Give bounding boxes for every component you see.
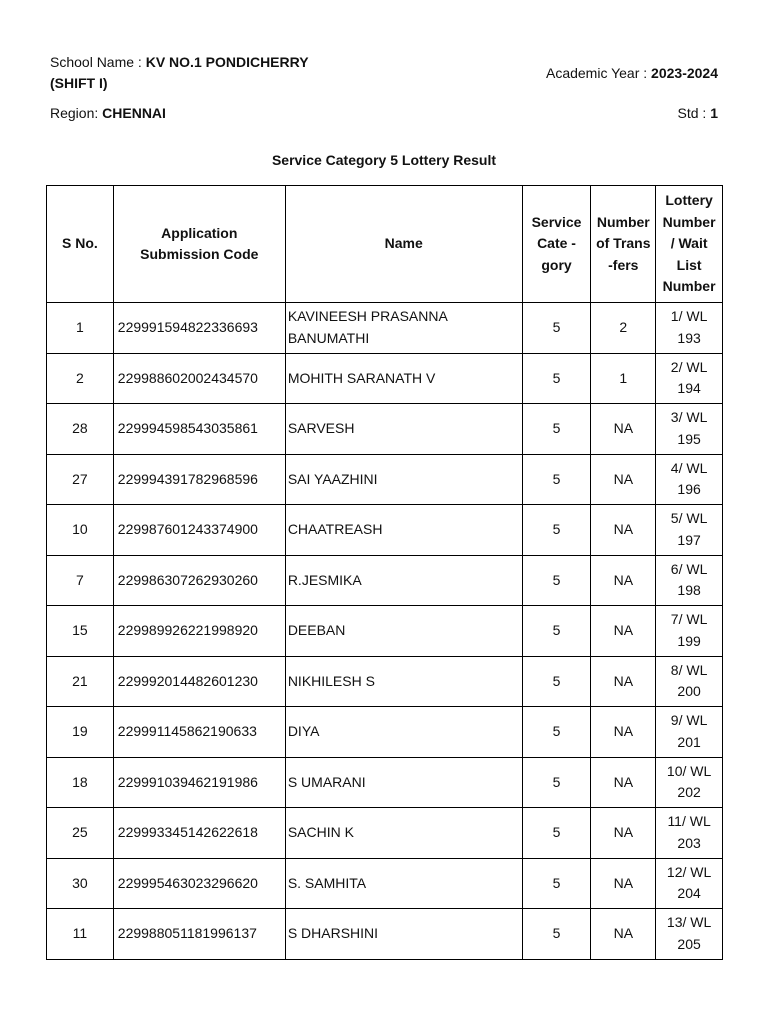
cell-lottery-number xyxy=(656,555,723,606)
cell-lottery-line: 202 xyxy=(677,784,701,801)
cell-application-code: 229991039462191986 xyxy=(113,757,285,808)
cell-lottery-line: 8/ WL xyxy=(670,661,708,678)
cell-sno: 27 xyxy=(47,454,114,505)
cell-sno: 30 xyxy=(47,858,114,909)
page-title: Service Category 5 Lottery Result xyxy=(271,152,497,168)
cell-application-code: 229987601243374900 xyxy=(113,505,285,556)
cell-lottery-line: 200 xyxy=(677,683,701,700)
table-row xyxy=(47,303,723,354)
cell-sno: 28 xyxy=(47,404,114,455)
table-row xyxy=(47,555,723,606)
column-header-line: Service xyxy=(531,213,582,230)
column-header-line: Lottery xyxy=(665,192,713,209)
cell-lottery-number xyxy=(656,656,723,707)
column-header-line: Number xyxy=(662,278,716,295)
table-row xyxy=(47,757,723,808)
column-header-service-category xyxy=(522,186,591,303)
cell-lottery-number xyxy=(656,353,723,404)
cell-name-line: S DHARSHINI xyxy=(287,925,379,941)
cell-sno: 21 xyxy=(47,656,114,707)
cell-service-category: 5 xyxy=(522,858,591,909)
column-header-line: Cate - xyxy=(537,235,576,252)
column-header-line: -fers xyxy=(608,256,639,273)
cell-sno: 25 xyxy=(47,808,114,859)
table-body xyxy=(47,303,723,960)
cell-sno: 19 xyxy=(47,707,114,758)
cell-service-category: 5 xyxy=(522,707,591,758)
cell-lottery-number xyxy=(656,505,723,556)
column-header-application-code xyxy=(113,186,285,303)
column-header-line: Application xyxy=(161,224,238,241)
cell-lottery-line: 3/ WL xyxy=(670,409,708,426)
column-header-line: Submission Code xyxy=(140,246,259,262)
cell-service-category: 5 xyxy=(522,656,591,707)
cell-lottery-number xyxy=(656,606,723,657)
cell-lottery-number xyxy=(656,707,723,758)
cell-lottery-line: 203 xyxy=(677,834,701,851)
column-header-line: of Trans xyxy=(596,235,651,252)
cell-name xyxy=(285,656,522,707)
cell-transfers: NA xyxy=(591,707,656,758)
region-label: Region: xyxy=(50,105,103,121)
cell-transfers: NA xyxy=(591,555,656,606)
cell-lottery-line: 11/ WL xyxy=(667,813,711,830)
cell-service-category: 5 xyxy=(522,353,591,404)
table-row xyxy=(47,353,723,404)
cell-lottery-line: 9/ WL xyxy=(670,712,708,729)
cell-lottery-line: 5/ WL xyxy=(670,510,708,527)
cell-lottery-number xyxy=(656,757,723,808)
cell-transfers: NA xyxy=(591,757,656,808)
cell-service-category: 5 xyxy=(522,808,591,859)
cell-service-category: 5 xyxy=(522,454,591,505)
table-row xyxy=(47,858,723,909)
cell-transfers: NA xyxy=(591,858,656,909)
cell-service-category: 5 xyxy=(522,555,591,606)
year-value: 2023-2024 xyxy=(651,65,718,81)
table-row xyxy=(47,404,723,455)
region xyxy=(50,103,166,124)
cell-transfers: NA xyxy=(591,505,656,556)
cell-application-code: 229991145862190633 xyxy=(113,707,285,758)
cell-sno: 18 xyxy=(47,757,114,808)
cell-lottery-line: 197 xyxy=(677,531,701,548)
cell-transfers: 1 xyxy=(591,353,656,404)
cell-name xyxy=(285,757,522,808)
cell-name-line: S. SAMHITA xyxy=(287,874,367,891)
cell-application-code: 229986307262930260 xyxy=(113,555,285,606)
cell-name xyxy=(285,858,522,909)
cell-name-line: SARVESH xyxy=(287,420,355,436)
cell-service-category: 5 xyxy=(522,606,591,657)
cell-lottery-line: 12/ WL xyxy=(666,863,712,880)
cell-application-code: 229994391782968596 xyxy=(113,454,285,505)
cell-lottery-line: 198 xyxy=(677,582,701,599)
cell-application-code: 229994598543035861 xyxy=(113,404,285,455)
cell-transfers: NA xyxy=(591,808,656,859)
cell-sno: 7 xyxy=(47,555,114,606)
table-row xyxy=(47,707,723,758)
column-header-transfers xyxy=(591,186,656,303)
cell-sno: 2 xyxy=(47,353,114,404)
school-label: School Name : xyxy=(50,54,146,70)
column-header-line: Name xyxy=(384,235,423,252)
school-shift: (SHIFT I) xyxy=(50,75,108,91)
cell-lottery-line: 10/ WL xyxy=(666,762,712,779)
column-header-line: gory xyxy=(541,256,572,273)
cell-application-code: 229988602002434570 xyxy=(113,353,285,404)
school-name: KV NO.1 PONDICHERRY xyxy=(145,54,309,70)
academic-year xyxy=(546,63,718,84)
cell-name-line: SACHIN K xyxy=(287,824,354,840)
cell-name xyxy=(285,505,522,556)
std xyxy=(678,103,718,124)
cell-name xyxy=(285,555,522,606)
table-row xyxy=(47,606,723,657)
cell-application-code: 229991594822336693 xyxy=(113,303,285,354)
std-value: 1 xyxy=(710,105,718,121)
std-label: Std : xyxy=(677,105,711,121)
cell-lottery-number xyxy=(656,454,723,505)
cell-transfers: NA xyxy=(591,909,656,960)
table-row xyxy=(47,505,723,556)
cell-lottery-line: 201 xyxy=(677,733,701,750)
cell-transfers: 2 xyxy=(591,303,656,354)
cell-name-line: KAVINEESH PRASANNA xyxy=(287,308,448,325)
year-label: Academic Year : xyxy=(545,65,652,81)
region-value: CHENNAI xyxy=(102,105,166,121)
cell-name-line: R.JESMIKA xyxy=(287,571,362,588)
cell-transfers: NA xyxy=(591,454,656,505)
cell-name-line: DEEBAN xyxy=(287,622,346,638)
cell-transfers: NA xyxy=(591,606,656,657)
cell-service-category: 5 xyxy=(522,303,591,354)
cell-name xyxy=(285,707,522,758)
cell-name xyxy=(285,353,522,404)
column-header-name xyxy=(285,186,522,303)
column-header-lottery-number xyxy=(656,186,723,303)
cell-lottery-line: 6/ WL xyxy=(670,560,708,577)
cell-name xyxy=(285,808,522,859)
cell-lottery-line: 2/ WL xyxy=(670,358,708,375)
cell-lottery-line: 205 xyxy=(677,935,701,952)
cell-transfers: NA xyxy=(591,656,656,707)
cell-application-code: 229989926221998920 xyxy=(113,606,285,657)
cell-application-code: 229995463023296620 xyxy=(113,858,285,909)
cell-name-line: BANUMATHI xyxy=(287,329,370,346)
column-header-line: S No. xyxy=(62,235,98,252)
column-header-line: / Wait xyxy=(670,235,708,252)
cell-lottery-line: 204 xyxy=(677,885,701,902)
table-row xyxy=(47,656,723,707)
cell-lottery-number xyxy=(656,808,723,859)
cell-application-code: 229992014482601230 xyxy=(113,656,285,707)
cell-lottery-number xyxy=(656,909,723,960)
column-header-line: Number xyxy=(596,213,650,230)
cell-lottery-line: 7/ WL xyxy=(670,611,708,628)
cell-sno: 10 xyxy=(47,505,114,556)
cell-lottery-line: 196 xyxy=(677,481,701,498)
table-row xyxy=(47,909,723,960)
table-row xyxy=(47,454,723,505)
cell-service-category: 5 xyxy=(522,757,591,808)
cell-lottery-line: 194 xyxy=(677,380,701,397)
cell-name-line: NIKHILESH S xyxy=(287,672,375,689)
cell-sno: 11 xyxy=(47,909,114,960)
cell-lottery-number xyxy=(656,303,723,354)
cell-lottery-line: 4/ WL xyxy=(670,459,708,476)
cell-name-line: SAI YAAZHINI xyxy=(287,470,378,487)
cell-sno: 15 xyxy=(47,606,114,657)
cell-name xyxy=(285,454,522,505)
cell-name-line: MOHITH SARANATH V xyxy=(287,369,436,386)
cell-name xyxy=(285,303,522,354)
cell-lottery-number xyxy=(656,858,723,909)
cell-lottery-number xyxy=(656,404,723,455)
column-header-line: Number xyxy=(662,213,716,230)
cell-service-category: 5 xyxy=(522,909,591,960)
cell-service-category: 5 xyxy=(522,404,591,455)
cell-name xyxy=(285,909,522,960)
table-header-row xyxy=(47,186,723,303)
cell-application-code: 229993345142622618 xyxy=(113,808,285,859)
cell-sno: 1 xyxy=(47,303,114,354)
cell-name xyxy=(285,606,522,657)
cell-name-line: DIYA xyxy=(287,723,320,739)
cell-lottery-line: 199 xyxy=(677,632,701,649)
cell-transfers: NA xyxy=(591,404,656,455)
cell-service-category: 5 xyxy=(522,505,591,556)
column-header-sno xyxy=(47,186,114,303)
cell-application-code: 229988051181996137 xyxy=(113,909,285,960)
lottery-result-table xyxy=(46,185,723,960)
column-header-line: List xyxy=(676,256,702,273)
cell-name-line: S UMARANI xyxy=(287,773,366,790)
cell-lottery-line: 1/ WL xyxy=(670,308,708,325)
cell-lottery-line: 193 xyxy=(677,329,701,346)
table-row xyxy=(47,808,723,859)
cell-name-line: CHAATREASH xyxy=(287,521,383,537)
cell-lottery-line: 195 xyxy=(677,430,701,447)
cell-name xyxy=(285,404,522,455)
cell-lottery-line: 13/ WL xyxy=(666,914,712,931)
school-name-block xyxy=(50,52,380,94)
